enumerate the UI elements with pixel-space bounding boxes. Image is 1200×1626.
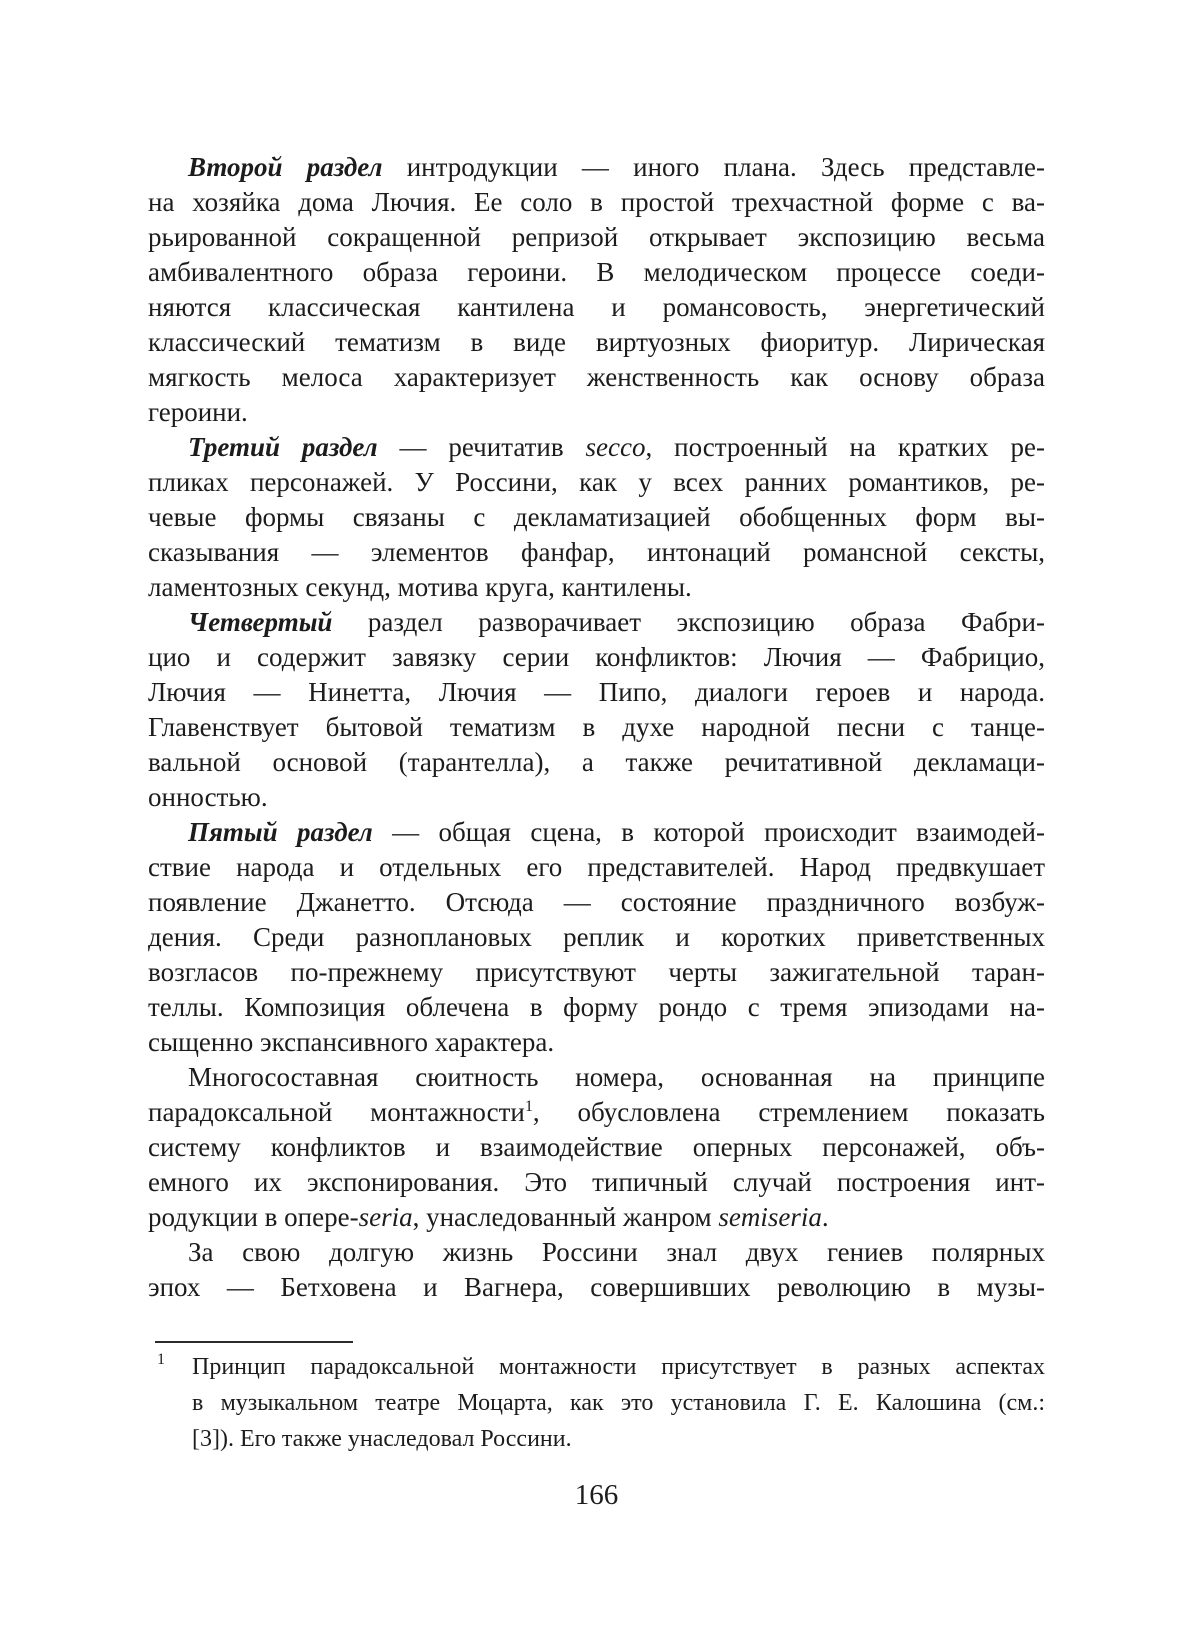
text-line [148,815,1045,850]
text-segment: Принцип парадоксальной монтажности присутствует в разных аспектах [192,1354,1045,1380]
text-line [148,1165,1045,1200]
footnote-line [192,1349,1045,1385]
text-segment: теллы. Композиция облечена в форму рондо с тремя эпизодами на- [148,992,1045,1022]
text-segment: пликах персонажей. У Россини, как у всех ранних романтиков, ре- [148,467,1045,497]
text-line [148,1060,1045,1095]
text-line [148,535,1045,570]
body-text [148,150,1045,1305]
text-segment: сыщенно экспансивного характера. [148,1027,555,1057]
text-line [148,430,1045,465]
text-line [148,290,1045,325]
paragraph [148,1060,1045,1235]
text-line [148,850,1045,885]
text-line [148,465,1045,500]
text-segment: За свою долгую жизнь Россини знал двух гениев полярных [188,1237,1045,1267]
text-line [148,885,1045,920]
footnote [148,1349,1045,1457]
text-segment: родукции в опере- [148,1202,359,1232]
text-segment: цио и содержит завязку серии конфликтов: Лючия — Фабрицио, [148,642,1045,672]
footnote-separator [155,1341,353,1343]
page-content [148,150,1045,1513]
text-line [148,150,1045,185]
footnote-marker: 1 [157,1351,165,1368]
text-line [148,1270,1045,1305]
text-segment: Многосоставная сюитность номера, основанная на принципе [188,1062,1045,1092]
text-line [148,1095,1045,1130]
text-line [148,640,1045,675]
text-line [148,220,1045,255]
page-number: 166 [574,1479,619,1511]
text-line [148,360,1045,395]
text-line [148,325,1045,360]
text-line [148,570,1045,605]
text-line [148,780,1045,815]
text-line [148,1235,1045,1270]
text-segment: емного их экспонирования. Это типичный случай построения инт- [148,1167,1045,1197]
text-segment: вальной основой (тарантелла), а также речитативной декламаци- [148,747,1045,777]
text-segment: парадоксальной монтажности [148,1097,525,1127]
text-segment: дения. Среди разноплановых реплик и коротких приветственных [148,922,1045,952]
text-segment: Второй раздел [188,152,383,182]
text-segment: сказывания — элементов фанфар, интонаций романсной сексты, [148,537,1045,567]
text-line [148,1200,1045,1235]
text-segment: Третий раздел [188,432,378,462]
text-segment: , обусловлена стремлением показать [532,1097,1045,1127]
text-segment: рьированной сокращенной репризой открывает экспозицию весьма [148,222,1045,252]
paragraph [148,150,1045,430]
text-line [148,395,1045,430]
text-segment: ламентозных секунд, мотива круга, кантилены. [148,572,692,602]
text-segment: , унаследованный жанром [412,1202,719,1232]
text-line [148,1025,1045,1060]
text-segment: няются классическая кантилена и романсовость, энергетический [148,292,1045,322]
paragraph [148,430,1045,605]
footnote-ref: 1 [524,1097,533,1115]
text-segment: возгласов по-прежнему присутствуют черты зажигательной таран- [148,957,1045,987]
text-segment: [3]). Его также унаследовал Россини. [192,1426,572,1452]
footnote-line [192,1385,1045,1421]
text-segment: чевые формы связаны с декламатизацией обобщенных форм вы- [148,502,1045,532]
text-segment: , построенный на кратких ре- [645,432,1045,462]
text-segment: на хозяйка дома Лючия. Ее соло в простой трехчастной форме с ва- [148,187,1045,217]
text-line [148,920,1045,955]
text-segment: героини. [148,397,248,427]
text-segment: интродукции — иного плана. Здесь представле- [382,152,1046,182]
paragraph [148,1235,1045,1305]
text-segment: Лючия — Нинетта, Лючия — Пипо, диалоги героев и народа. [148,677,1045,707]
text-segment: появление Джанетто. Отсюда — состояние праздничного возбуж- [148,887,1045,917]
text-segment: в музыкальном театре Моцарта, как это установила Г. Е. Калошина (см.: [192,1390,1045,1416]
text-line [148,605,1045,640]
text-line [148,1130,1045,1165]
footnote-text [192,1349,1045,1457]
text-line [148,710,1045,745]
paragraph [148,605,1045,815]
text-segment: Главенствует бытовой тематизм в духе народной песни с танце- [148,712,1045,742]
text-line [148,990,1045,1025]
text-line [148,500,1045,535]
text-segment: — речитатив [377,432,586,462]
paragraph [148,815,1045,1060]
text-segment: Четвертый [188,607,333,637]
text-segment: раздел разворачивает экспозицию образа Фабри- [332,607,1045,637]
text-segment: мягкость мелоса характеризует женственность как основу образа [148,362,1045,392]
text-segment: semiseria [718,1202,822,1232]
text-segment: систему конфликтов и взаимодействие оперных персонажей, объ- [148,1132,1045,1162]
text-segment: seria [358,1202,413,1232]
text-line [148,675,1045,710]
text-segment: эпох — Бетховена и Вагнера, совершивших революцию в музы- [148,1272,1045,1302]
text-segment: secco [585,432,646,462]
text-line [148,745,1045,780]
footnote-line [192,1421,1045,1457]
text-segment: Пятый раздел [188,817,373,847]
text-segment: онностью. [148,782,268,812]
text-line [148,955,1045,990]
text-line [148,255,1045,290]
text-segment: ствие народа и отдельных его представителей. Народ предвкушает [148,852,1045,882]
text-segment: классический тематизм в виде виртуозных фиоритур. Лирическая [148,327,1045,357]
text-segment: амбивалентного образа героини. В мелодическом процессе соеди- [148,257,1045,287]
text-segment: — общая сцена, в которой происходит взаимодей- [372,817,1045,847]
text-line [148,185,1045,220]
text-segment: . [821,1202,829,1232]
